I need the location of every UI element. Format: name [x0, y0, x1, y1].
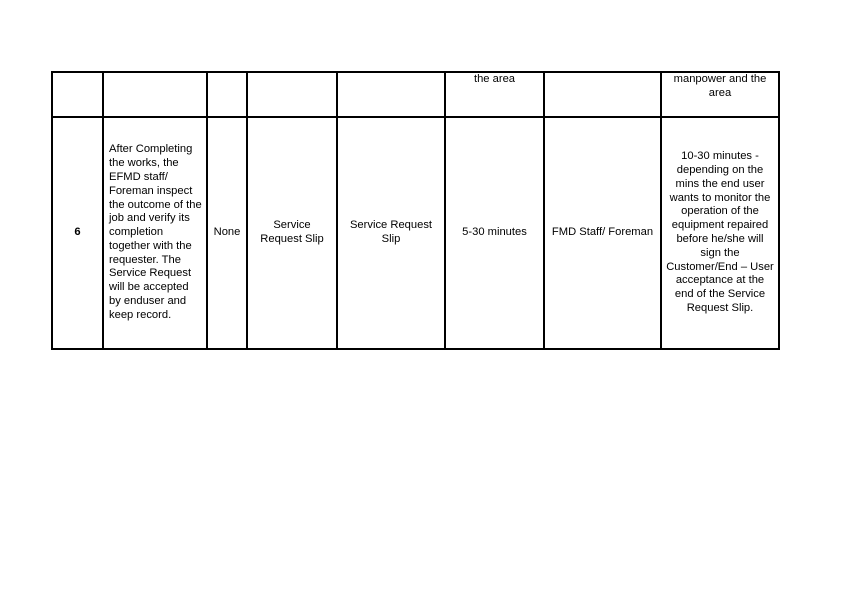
table-cell	[544, 72, 661, 117]
step-document: Service Request Slip	[337, 117, 445, 349]
step-person-responsible: FMD Staff/ Foreman	[544, 117, 661, 349]
table-cell-remarks-continued: manpower and the area	[661, 72, 779, 117]
table-cell	[247, 72, 337, 117]
table-cell	[103, 72, 207, 117]
step-processing-time: 5-30 minutes	[445, 117, 544, 349]
table-row-continued	[52, 72, 779, 117]
step-fees: None	[207, 117, 247, 349]
table-cell	[337, 72, 445, 117]
step-form: Service Request Slip	[247, 117, 337, 349]
table-cell-time-continued: the area	[445, 72, 544, 117]
procedure-table	[51, 71, 780, 350]
table-row-step-6	[52, 117, 779, 349]
step-remarks: 10-30 minutes - depending on the mins the end user wants to monitor the operation of the equipment repaired before he/she will sign the Customer/End – User acceptance at the end of the Service Request Slip.	[661, 117, 779, 349]
table-cell	[207, 72, 247, 117]
table-cell	[52, 72, 103, 117]
step-description: After Completing the works, the EFMD staff/ Foreman inspect the outcome of the job and verify its completion together with the requester. The Service Request will be accepted by enduser and keep record.	[103, 117, 207, 349]
step-number: 6	[52, 117, 103, 349]
